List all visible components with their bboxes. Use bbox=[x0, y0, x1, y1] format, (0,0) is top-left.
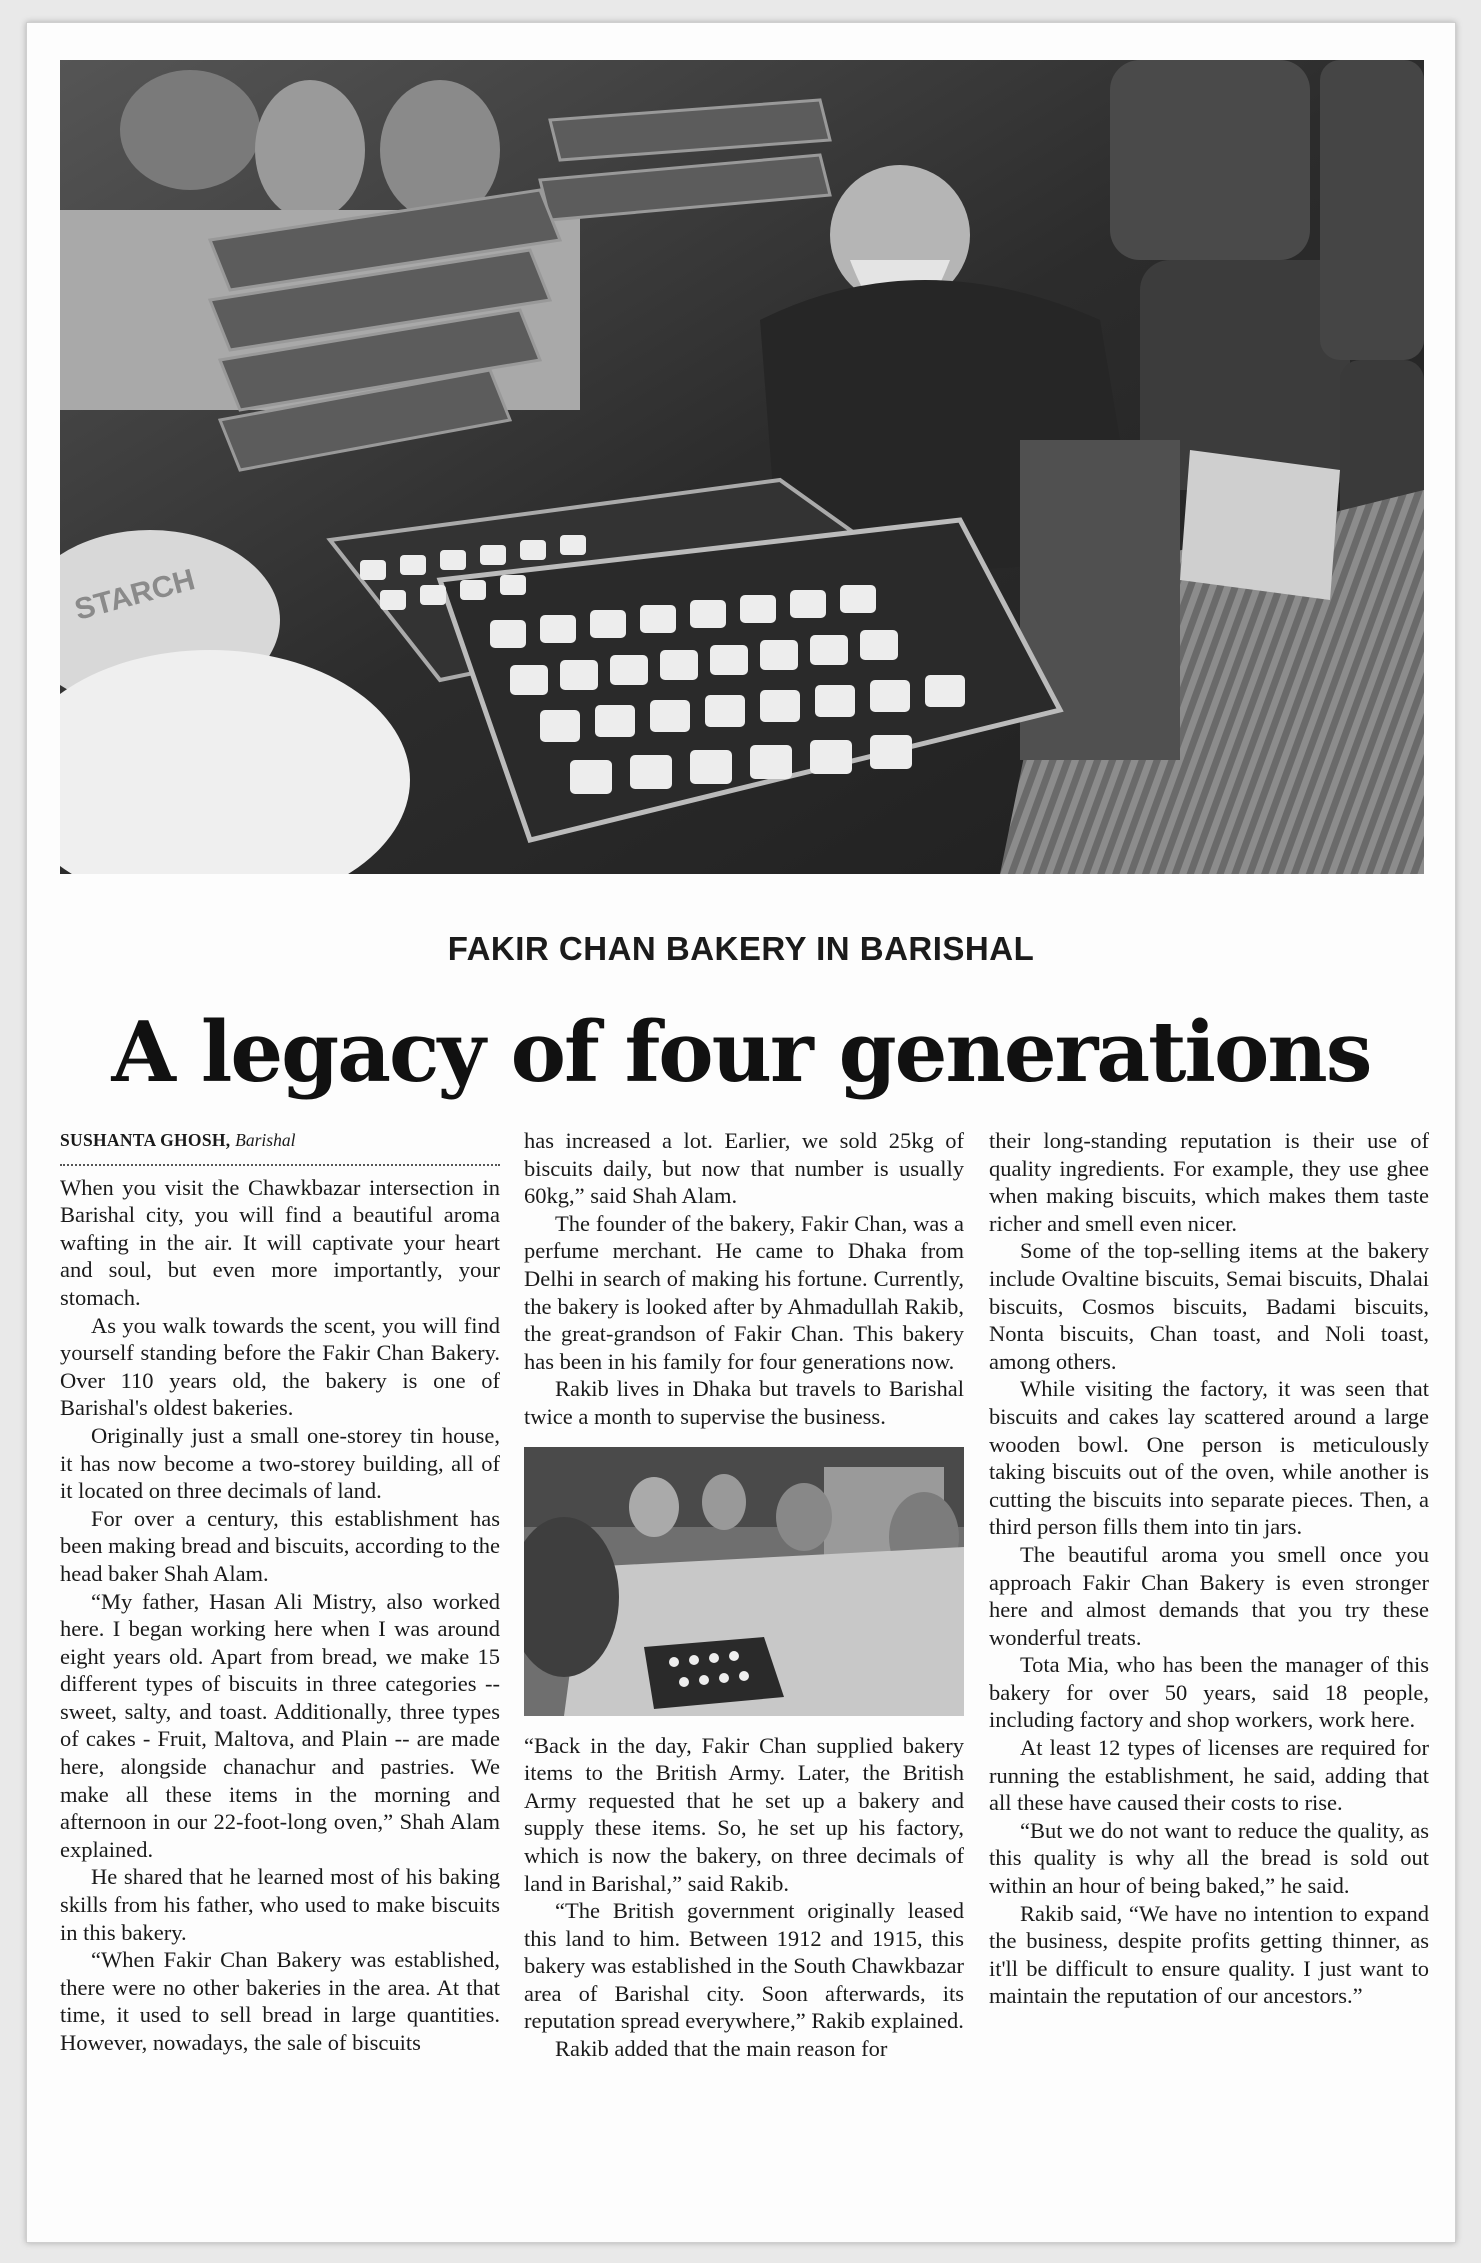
article-column-1 bbox=[60, 1127, 500, 2057]
paragraph: At least 12 types of licenses are required for running the establishment, he said, adding that all these have caused their costs to rise. bbox=[989, 1735, 1429, 1816]
byline-author: SUSHANTA GHOSH, bbox=[60, 1130, 231, 1150]
kicker: FAKIR CHAN BAKERY IN BARISHAL bbox=[447, 930, 1035, 967]
paragraph: Rakib lives in Dhaka but travels to Barishal twice a month to supervise the business. bbox=[524, 1376, 964, 1429]
inset-photo-image bbox=[524, 1447, 964, 1716]
paragraph: Originally just a small one-storey tin house, it has now become a two-storey building, all of it located on three decimals of land. bbox=[60, 1422, 500, 1504]
article-column-2 bbox=[524, 1127, 964, 2063]
paragraph: He shared that he learned most of his baking skills from his father, who used to make biscuits in this bakery. bbox=[60, 1864, 500, 1945]
byline bbox=[60, 1127, 500, 1166]
paragraph: “But we do not want to reduce the quality, as this quality is why all the bread is sold out within an hour of being baked,” he said. bbox=[989, 1817, 1429, 1899]
sack-label-text: STARCH bbox=[71, 563, 199, 627]
paragraph: “When Fakir Chan Bakery was established, there were no other bakeries in the area. At that time, it used to sell bread in large quantities. However, nowadays, the sale of biscuits bbox=[60, 1947, 500, 2055]
paragraph: Rakib added that the main reason for bbox=[555, 2036, 888, 2062]
paragraph: The founder of the bakery, Fakir Chan, was a perfume merchant. He came to Dhaka from Delhi in search of making his fortune. Currently, the bakery is looked after by Ahmadullah Rakib, the great-grandson of Fakir Chan. This bakery has been in his family for four generations now. bbox=[524, 1210, 964, 1374]
main-photo-baker-with-biscuit-trays bbox=[60, 60, 1424, 874]
newspaper-page bbox=[26, 22, 1456, 2243]
paragraph: Tota Mia, who has been the manager of this bakery for over 50 years, said 18 people, including factory and shop workers, work here. bbox=[989, 1652, 1429, 1733]
headline: A legacy of four generations bbox=[111, 1003, 1371, 1101]
paragraph: As you walk towards the scent, you will find yourself standing before the Fakir Chan Bakery. Over 110 years old, the bakery is one of Barishal's oldest bakeries. bbox=[60, 1312, 500, 1421]
paragraph: The beautiful aroma you smell once you approach Fakir Chan Bakery is even stronger here and almost demands that you try these wonderful treats. bbox=[989, 1541, 1429, 1650]
byline-place: Barishal bbox=[235, 1130, 296, 1150]
paragraph: When you visit the Chawkbazar intersection in Barishal city, you will find a beautiful aroma wafting in the air. It will captivate your heart and soul, but even more importantly, your stomach. bbox=[60, 1174, 500, 1310]
paragraph: For over a century, this establishment has been making bread and biscuits, according to the head baker Shah Alam. bbox=[60, 1505, 500, 1586]
inset-photo-bakery-workers bbox=[524, 1447, 964, 1716]
paragraph: Rakib said, “We have no intention to expand the business, despite profits getting thinner, as it'll be difficult to ensure quality. I just want to maintain the reputation of our ancestors.” bbox=[989, 1900, 1429, 2009]
article-column-3 bbox=[989, 1127, 1429, 2010]
paragraph: “My father, Hasan Ali Mistry, also worked here. I began working here when I was around eight years old. Apart from bread, we make 15 different types of biscuits in three categories -- sweet, salty, and toast. Additionally, three types of cakes - Fruit, Maltova, and Plain -- are made here, alongside chanachur and pastries. We make all these items in the morning and afternoon in our 22-foot-long oven,” Shah Alam explained. bbox=[60, 1588, 500, 1862]
paragraph: “Back in the day, Fakir Chan supplied bakery items to the British Army. Later, the British Army requested that he set up a bakery and supply these items. So, he set up his factory, which is now the bakery, on three decimals of land in Barishal,” said Rakib. bbox=[524, 1732, 964, 1896]
paragraph: has increased a lot. Earlier, we sold 25kg of biscuits daily, but now that number is usually 60kg,” said Shah Alam. bbox=[524, 1128, 964, 1209]
paragraph: Some of the top-selling items at the bakery include Ovaltine biscuits, Semai biscuits, Dhalai biscuits, Cosmos biscuits, Badami biscuits, Nonta biscuits, Chan toast, and Noli toast, among others. bbox=[989, 1238, 1429, 1374]
main-photo-image bbox=[60, 60, 1424, 874]
paragraph: their long-standing reputation is their use of quality ingredients. For example, they use ghee when making biscuits, which makes them taste richer and smell even nicer. bbox=[989, 1128, 1429, 1236]
paragraph: “The British government originally leased this land to him. Between 1912 and 1915, this bakery was established in the South Chawkbazar area of Barishal city. Soon afterwards, its reputation spread everywhere,” Rakib explained. bbox=[524, 1898, 964, 2034]
paragraph: While visiting the factory, it was seen that biscuits and cakes lay scattered around a large wooden bowl. One person is meticulously taking biscuits out of the oven, while another is cutting the biscuits into separate pieces. Then, a third person fills them into tin jars. bbox=[989, 1376, 1429, 1540]
